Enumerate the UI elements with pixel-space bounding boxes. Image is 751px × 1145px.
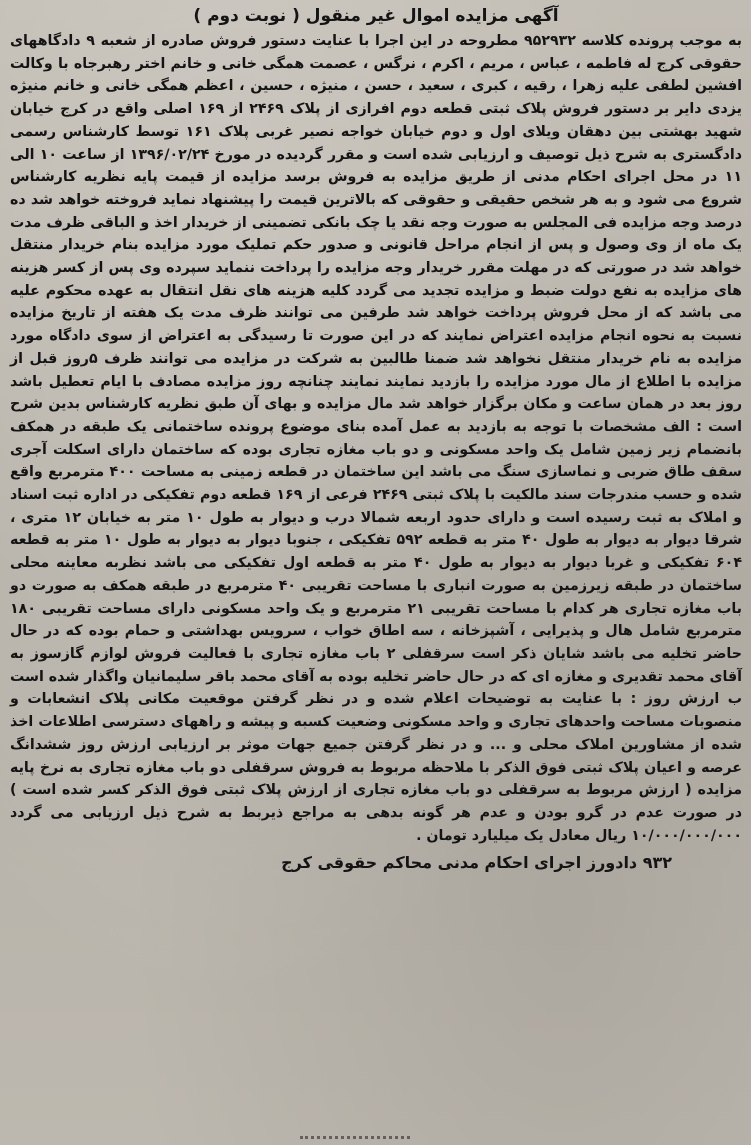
notice-body: به موجب پرونده کلاسه ۹۵۲۹۳۲ مطروحه در این اجرا با عنایت دستور فروش صادره از شعبه ۹ دادگاههای حقوقی کرج له فاطمه ، عباس ، مریم ، اکرم ، نرگس ، عصمت همگی خانی و خانم اختر رهبرجاه با وکالت افشین لطفی علیه زهرا ، رقیه ، کبری ، سعید ، حسن ، منیژه ، حسین ، اعظم همگی خانی و خانم منیژه یزدی دایر بر دستور فروش پلاک ثبتی قطعه دوم افرازی از پلاک ۲۴۶۹ از ۱۶۹ اصلی واقع در کرج خیابان شهید بهشتی بین دهقان ویلای اول و دوم خیابان خواجه نصیر غربی پلاک ۱۶۱ توسط کارشناس رسمی دادگستری به شرح ذیل توصیف و ارزیابی شده است و مقرر گردیده در مورخ ۱۳۹۶/۰۲/۲۴ از ساعت ۱۰ الی ۱۱ در محل اجرای احکام مدنی از طریق مزایده به فروش برسد مزایده از قیمت پایه نظریه کارشناس شروع می شود و به هر شخص حقیقی و حقوقی که بالاترین قیمت را پیشنهاد نماید فروخته خواهد شد ده درصد وجه مزایده فی المجلس به صورت وجه نقد یا چک بانکی تضمینی از خریدار اخذ و الباقی ظرف مدت یک ماه از وی وصول و پس از انجام مراحل قانونی و صدور حکم تملیک مورد مزایده بنام خریدار منتقل خواهد شد در صورتی که در مهلت مقرر خریدار وجه مزایده را پرداخت ننماید سپرده وی پس از کسر هزینه های مزایده به نفع دولت ضبط و مزایده تجدید می گردد کلیه هزینه های نقل انتقال به عهده محکوم علیه می باشد که از محل فروش پرداخت خواهد شد طرفین می توانند ظرف مدت یک هفته از تاریخ مزایده نسبت به نحوه انجام مزایده اعتراض نمایند که در این صورت تا رسیدگی به اعتراض از سوی دادگاه مورد مزایده به نام خریدار منتقل نخواهد شد ضمنا طالبین به شرکت در مزایده می توانند ظرف ۵روز قبل از مزایده با اطلاع از مال مورد مزایده را بازدید نمایند نمایند چنانچه روز مزایده مصادف با ایام تعطیل باشد روز بعد در همان ساعت و مکان برگزار خواهد شد مال مزایده و بهای آن طبق نظریه کارشناس بدین شرح است : الف مشخصات با توجه به بازدید به عمل آمده بنای موضوع پرونده ساختمانی یک طبقه در همکف بانضمام زیر زمین شامل یک واحد مسکونی و دو باب مغازه تجاری بوده که ساختمان دارای اسکلت آجری سقف طاق ضربی و نماسازی سنگ می باشد این ساختمان در قطعه زمینی به مساحت ۴۰۰ مترمربع واقع شده و حسب مندرجات سند مالکیت با پلاک ثبتی ۲۴۶۹ فرعی از ۱۶۹ قطعه دوم تفکیکی در اداره ثبت اسناد و املاک به ثبت رسیده است و دارای حدود اربعه شمالا درب و دیوار به طول ۱۰ متر به خیابان ۱۲ متری ، شرقا دیوار به دیوار به طول ۴۰ متر به قطعه ۵۹۲ تفکیکی ، جنوبا دیوار به دیوار به طول ۱۰ متر به قطعه ۶۰۴ تفکیکی و غربا دیوار به دیوار به طول ۴۰ متر به قطعه اول تفکیکی می باشد نظربه معاینه محلی ساختمان در طبقه زیرزمین به صورت انباری با مساحت تقریبی ۴۰ مترمربع در طبقه همکف به صورت دو باب مغازه تجاری هر کدام با مساحت تقریبی ۲۱ مترمربع و یک واحد مسکونی دارای مساحت تقریبی ۱۸۰ مترمربع شامل هال و پذیرایی ، آشپزخانه ، سه اطاق خواب ، سرویس بهداشتی و حمام بوده که در حال حاضر تخلیه می باشد شایان ذکر است سرقفلی ۲ باب مغازه تجاری با فعالیت فروش لوازم گازسوز به آقای محمد تقدیری و مغازه ای که در حال حاضر تخلیه بوده به آقای محمد باقر سلیمانیان واگذار شده است ب ارزش روز : با عنایت به توضیحات اعلام شده و در نظر گرفتن موقعیت مکانی پلاک انشعابات و منصوبات مساحت واحدهای تجاری و واحد مسکونی وضعیت کسبه و پیشه و راههای دسترسی اطلاعات اخذ شده از مشاورین املاک محلی و ... و در نظر گرفتن جمیع جهات موثر بر ارزیابی ارزش روز ششدانگ عرصه و اعیان پلاک ثبتی فوق الذکر با ملاحظه مربوط به فروش سرقفلی دو باب مغازه تجاری به نرخ پایه مزایده ( ارزش مربوط به سرقفلی دو باب مغازه تجاری از ارزش پلاک ثبتی فوق الذکر کسر شده است ) در صورت عدم در گرو بودن و عدم هر گونه بدهی به مراجع ذیربط به شرح ذیل ارزیابی می گردد ۱۰/۰۰۰/۰۰۰/۰۰۰ ریال معادل یک میلیارد تومان . (10, 33, 743, 844)
notice-signature: ۹۳۲ دادورز اجرای احکام مدنی محاکم حقوقی کرج (281, 853, 672, 873)
auction-notice (10, 4, 742, 875)
cut-off-next-line (300, 1136, 410, 1145)
notice-title: آگهی مزایده اموال غیر منقول ( نوبت دوم ) (193, 6, 559, 26)
